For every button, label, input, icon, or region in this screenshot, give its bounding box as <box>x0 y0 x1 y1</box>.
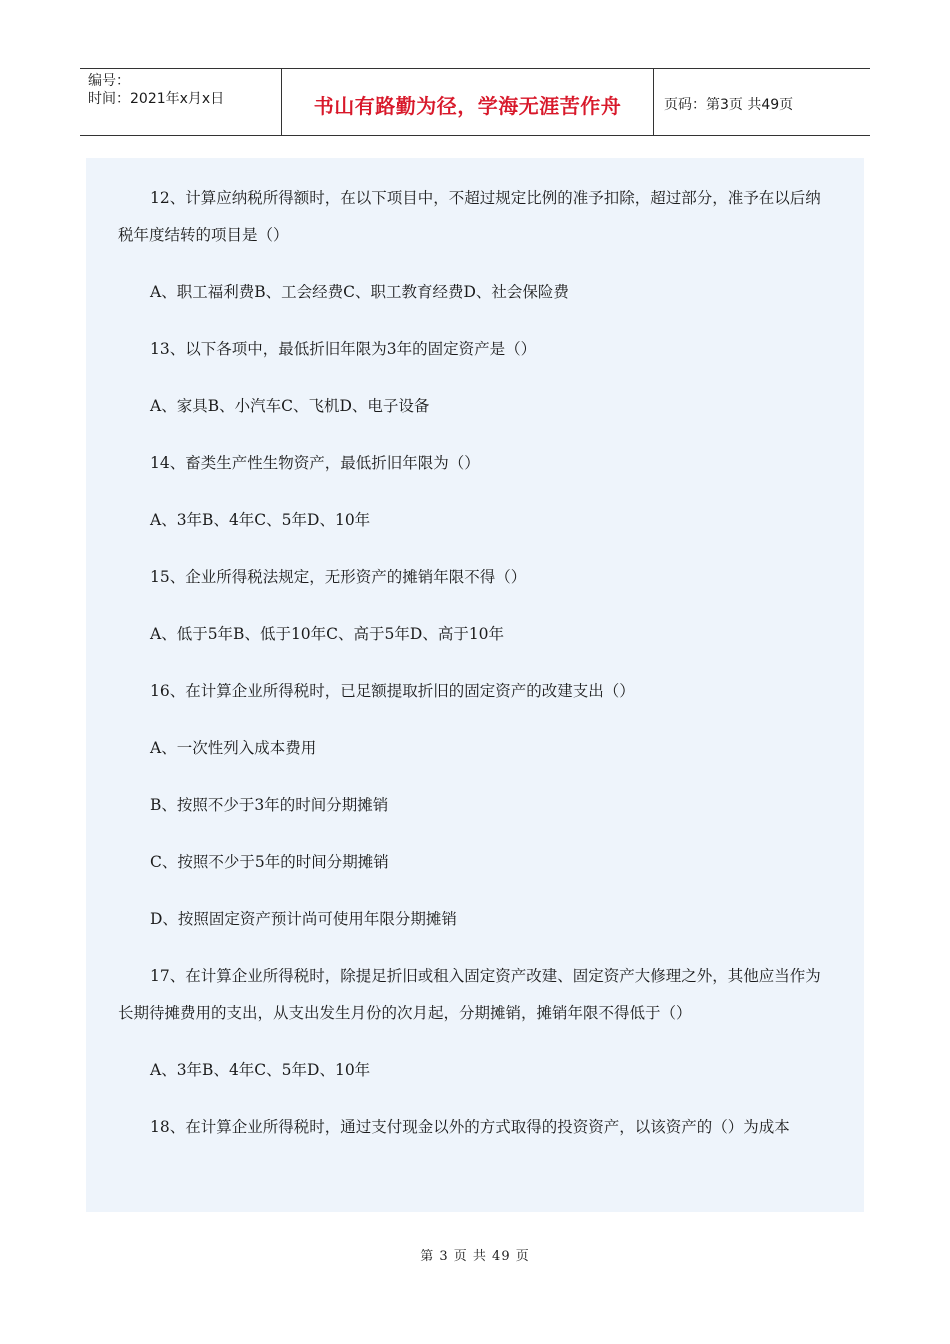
question-content <box>86 158 864 1212</box>
question-12: 12、计算应纳税所得额时，在以下项目中，不超过规定比例的准予扣除，超过部分，准予在以后纳税年度结转的项目是（） <box>118 189 821 244</box>
header-page-info: 页码：第3页 共49页 <box>664 97 794 113</box>
question-12-options: A、职工福利费B、工会经费C、职工教育经费D、社会保险费 <box>150 283 569 301</box>
date-label: 时间：2021年x月x日 <box>88 91 225 107</box>
question-17: 17、在计算企业所得税时，除提足折旧或租入固定资产改建、固定资产大修理之外，其他应当作为长期待摊费用的支出，从支出发生月份的次月起，分期摊销，摊销年限不得低于（） <box>118 967 821 1022</box>
page-footer: 第 3 页 共 49 页 <box>420 1249 530 1264</box>
header-meta <box>80 69 282 135</box>
question-14: 14、畜类生产性生物资产，最低折旧年限为（） <box>150 454 480 472</box>
question-17-options: A、3年B、4年C、5年D、10年 <box>150 1061 371 1079</box>
code-label: 编号： <box>88 73 130 89</box>
question-16-option-d: D、按照固定资产预计尚可使用年限分期摊销 <box>150 910 457 928</box>
question-13: 13、以下各项中，最低折旧年限为3年的固定资产是（） <box>150 340 537 358</box>
question-18: 18、在计算企业所得税时，通过支付现金以外的方式取得的投资资产，以该资产的（）为成本 <box>150 1118 790 1136</box>
header-motto: 书山有路勤为径，学海无涯苦作舟 <box>282 69 654 135</box>
question-13-options: A、家具B、小汽车C、飞机D、电子设备 <box>150 397 430 415</box>
page-header <box>80 68 870 136</box>
question-16-option-c: C、按照不少于5年的时间分期摊销 <box>150 853 389 871</box>
question-15: 15、企业所得税法规定，无形资产的摊销年限不得（） <box>150 568 527 586</box>
question-16: 16、在计算企业所得税时，已足额提取折旧的固定资产的改建支出（） <box>150 682 635 700</box>
question-15-options: A、低于5年B、低于10年C、高于5年D、高于10年 <box>150 625 505 643</box>
question-16-option-b: B、按照不少于3年的时间分期摊销 <box>150 796 389 814</box>
question-16-option-a: A、一次性列入成本费用 <box>150 739 317 757</box>
question-14-options: A、3年B、4年C、5年D、10年 <box>150 511 371 529</box>
